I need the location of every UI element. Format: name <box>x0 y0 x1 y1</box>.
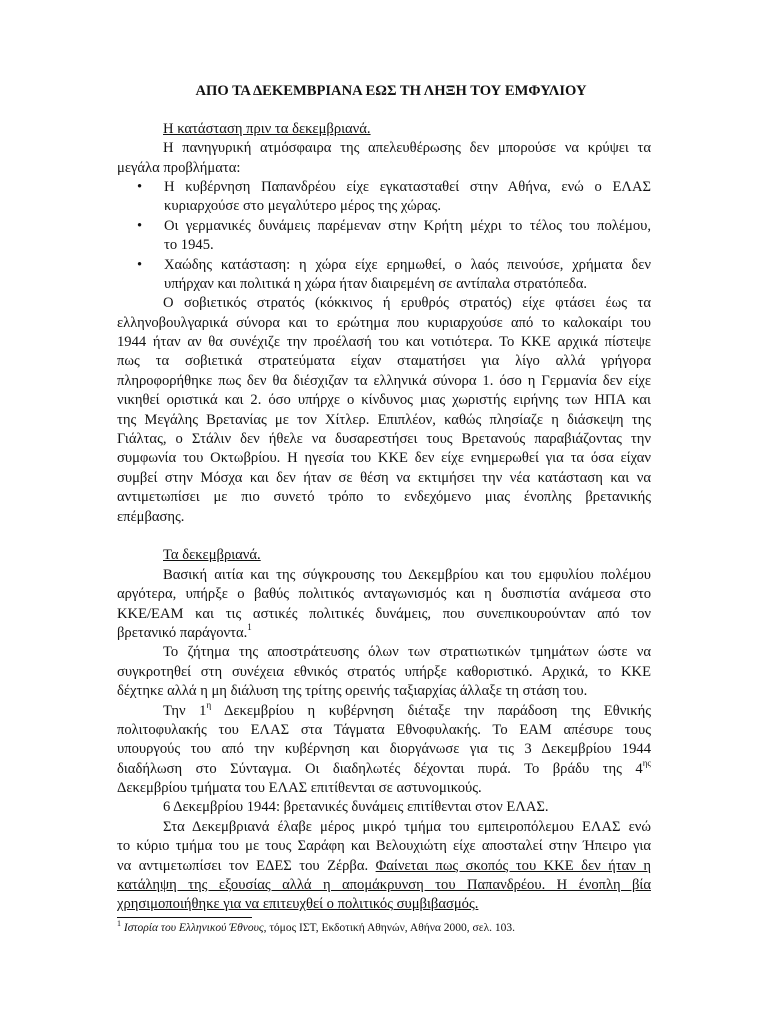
bullet-text: το 1945. <box>164 237 214 254</box>
paragraph-line: 1944 ήταν αν θα συνέχιζε την προέλασή του και νοτιότερα. Το ΚΚΕ αρχικά πίστεψε <box>117 334 651 351</box>
paragraph-line: Γιάλτας, ο Στάλιν δεν ήθελε να δυσαρεστήσει τους Βρετανούς παραβιάζοντας την <box>117 431 651 448</box>
superscript: η <box>206 701 212 710</box>
paragraph-line: μεγάλα προβλήματα: <box>117 159 241 176</box>
paragraph-line <box>117 857 651 876</box>
line-text: Δεκεμβρίου η κυβέρνηση διέταξε την παράδοση της Εθνικής <box>211 702 651 719</box>
paragraph-line: αργότερα, υπήρξε ο βαθύς πολιτικός ανταγωνισμός και η δυσπιστία ανάμεσα στο <box>117 586 651 603</box>
footnote-source: , τόμος ΙΣΤ, Εκδοτική Αθηνών, Αθήνα 2000, σελ. 103. <box>263 922 516 934</box>
footnote-ref[interactable]: 1 <box>247 621 252 632</box>
paragraph-line: Στα Δεκεμβριανά έλαβε μέρος μικρό τμήμα του εμπειροπόλεμου ΕΛΑΣ ενώ <box>163 818 651 835</box>
paragraph-line: νικηθεί οριστικά και 2. όσο υπήρχε ο κίνδυνος μιας χωριστής ειρήνης των ΗΠΑ και <box>117 392 651 409</box>
paragraph-line: πως τα σοβιετικά στρατεύματα είχαν σταματήσει για λίγο αλλά γρήγορα <box>117 353 651 370</box>
underlined-text: Φαίνεται πως σκοπός του ΚΚΕ δεν ήταν η <box>375 857 651 874</box>
footnote <box>117 919 516 934</box>
paragraph-line: ελληνοβουλγαρικά σύνορα και το ερώτημα που κυριαρχούσε από το καλοκαίρι του <box>117 314 651 331</box>
bullet-item <box>117 178 651 197</box>
bullet-item <box>117 256 651 275</box>
bullet-item <box>117 217 651 236</box>
paragraph-line <box>117 621 651 643</box>
paragraph-line: επέμβασης. <box>117 508 185 525</box>
line-text: βρετανικό παράγοντα. <box>117 624 248 641</box>
paragraph-line <box>117 760 651 779</box>
paragraph-line <box>117 702 651 721</box>
bullet-text: Οι γερμανικές δυνάμεις παρέμεναν στην Κρήτη μέχρι το τέλος του πολέμου, <box>164 217 651 234</box>
paragraph-line: συμφωνία του Οκτωβρίου. Η ηγεσία του ΚΚΕ δεν είχε ενημερωθεί για τα όσα είχαν <box>117 450 651 467</box>
paragraph-line: ΚΚΕ/ΕΑΜ και τις αστικές πολιτικές δυνάμεις, που συνεπικουρούνταν από τον <box>117 605 651 622</box>
paragraph-line: Δεκεμβρίου τμήματα του ΕΛΑΣ επιτίθενται σε αστυνομικούς. <box>117 780 482 797</box>
paragraph-line: Ο σοβιετικός στρατός (κόκκινος ή ερυθρός στρατός) είχε φτάσει έως τα <box>163 295 651 312</box>
paragraph-line: συγκροτηθεί στη συνέχεια εθνικός στρατός υπήρξε καθοριστικό. Αρχικά, το ΚΚΕ <box>117 663 651 680</box>
footnote-separator <box>117 917 252 918</box>
paragraph-line: συμβεί στην Μόσχα και δεν ήταν σε θέση να εκτιμήσει την νέα κατάσταση και να <box>117 469 651 486</box>
paragraph-line: αντιμετωπίσει με πιο συνετό τρόπο το ενδεχόμενο μιας ένοπλης βρετανικής <box>117 489 651 506</box>
underlined-line: χρησιμοποιήθηκε για να επιτευχθεί ο πολιτικός συμβιβασμός. <box>117 896 479 913</box>
document-body <box>117 81 651 915</box>
superscript: ης <box>642 759 651 768</box>
line-text: διαδήλωση στο Σύνταγμα. Οι διαδηλωτές δέχονται πυρά. Το βράδυ της 4 <box>117 760 643 777</box>
bullet-text: κυριαρχούσε στο μεγαλύτερο μέρος της χώρας. <box>164 198 442 215</box>
paragraph-line: πληροφορήθηκε πως δεν θα διέσχιζαν τα ελληνικά σύνορα 1. όσο η Γερμανία δεν είχε <box>117 372 651 389</box>
bullet-text: Η κυβέρνηση Παπανδρέου είχε εγκατασταθεί στην Αθήνα, ενώ ο ΕΛΑΣ <box>164 178 651 195</box>
paragraph-line: υπουργούς του από την κυβέρνηση και διοργάνωσε για τις 3 Δεκεμβρίου 1944 <box>117 741 651 758</box>
footnote-number: 1 <box>117 919 121 928</box>
bullet-text: Χαώδης κατάσταση: η χώρα είχε ερημωθεί, ο λαός πεινούσε, χρήματα δεν <box>164 256 651 273</box>
paragraph-line: Το ζήτημα της αποστράτευσης όλων των στρατιωτικών τμημάτων ώστε να <box>163 644 651 661</box>
page-title: ΑΠΟ ΤΑ ΔΕΚΕΜΒΡΙΑΝΑ ΕΩΣ ΤΗ ΛΗΞΗ ΤΟΥ ΕΜΦΥΛΙΟΥ <box>195 83 587 99</box>
paragraph-line: 6 Δεκεμβρίου 1944: βρετανικές δυνάμεις επιτίθενται στον ΕΛΑΣ. <box>163 799 549 816</box>
line-text: Την 1 <box>163 702 207 719</box>
bullet-dot: • <box>137 178 143 195</box>
bullet-dot: • <box>137 256 143 273</box>
section-heading: Η κατάσταση πριν τα δεκεμβριανά. <box>163 120 371 137</box>
paragraph-line: δέχτηκε αλλά η μη διάλυση της τρίτης ορεινής ταξιαρχίας άλλαξε τη στάση του. <box>117 683 588 700</box>
paragraph-line: πολιτοφυλακής του ΕΛΑΣ στα Τάγματα Εθνοφυλακής. Το ΕΑΜ απέσυρε τους <box>117 721 651 738</box>
footnote-title: Ιστορία του Ελληνικού Έθνους <box>123 922 264 934</box>
line-text: να αντιμετωπίσει τον ΕΔΕΣ του Ζέρβα. <box>117 857 376 874</box>
underlined-line: κατάληψη της εξουσίας αλλά η απομάκρυνση του Παπανδρέου. Η ένοπλη βία <box>117 877 651 894</box>
paragraph-line: Βασική αιτία και της σύγκρουσης του Δεκεμβρίου και του εμφυλίου πολέμου <box>163 566 651 583</box>
section-heading: Τα δεκεμβριανά. <box>163 547 261 564</box>
paragraph-line: Η πανηγυρική ατμόσφαιρα της απελευθέρωσης δεν μπορούσε να κρύψει τα <box>163 140 651 157</box>
paragraph-line: το κύριο τμήμα του με τους Σαράφη και Βελουχιώτη είχε αποσταλεί στην Ήπειρο για <box>117 838 651 855</box>
paragraph-line: της Μεγάλης Βρετανίας με τον Χίτλερ. Επιπλέον, καθώς πλησίαζε η διάσκεψη της <box>117 411 651 428</box>
bullet-text: υπήρχαν και πολιτικά η χώρα ήταν διαιρεμένη σε αντίπαλα στρατόπεδα. <box>164 275 587 292</box>
bullet-dot: • <box>137 217 143 234</box>
